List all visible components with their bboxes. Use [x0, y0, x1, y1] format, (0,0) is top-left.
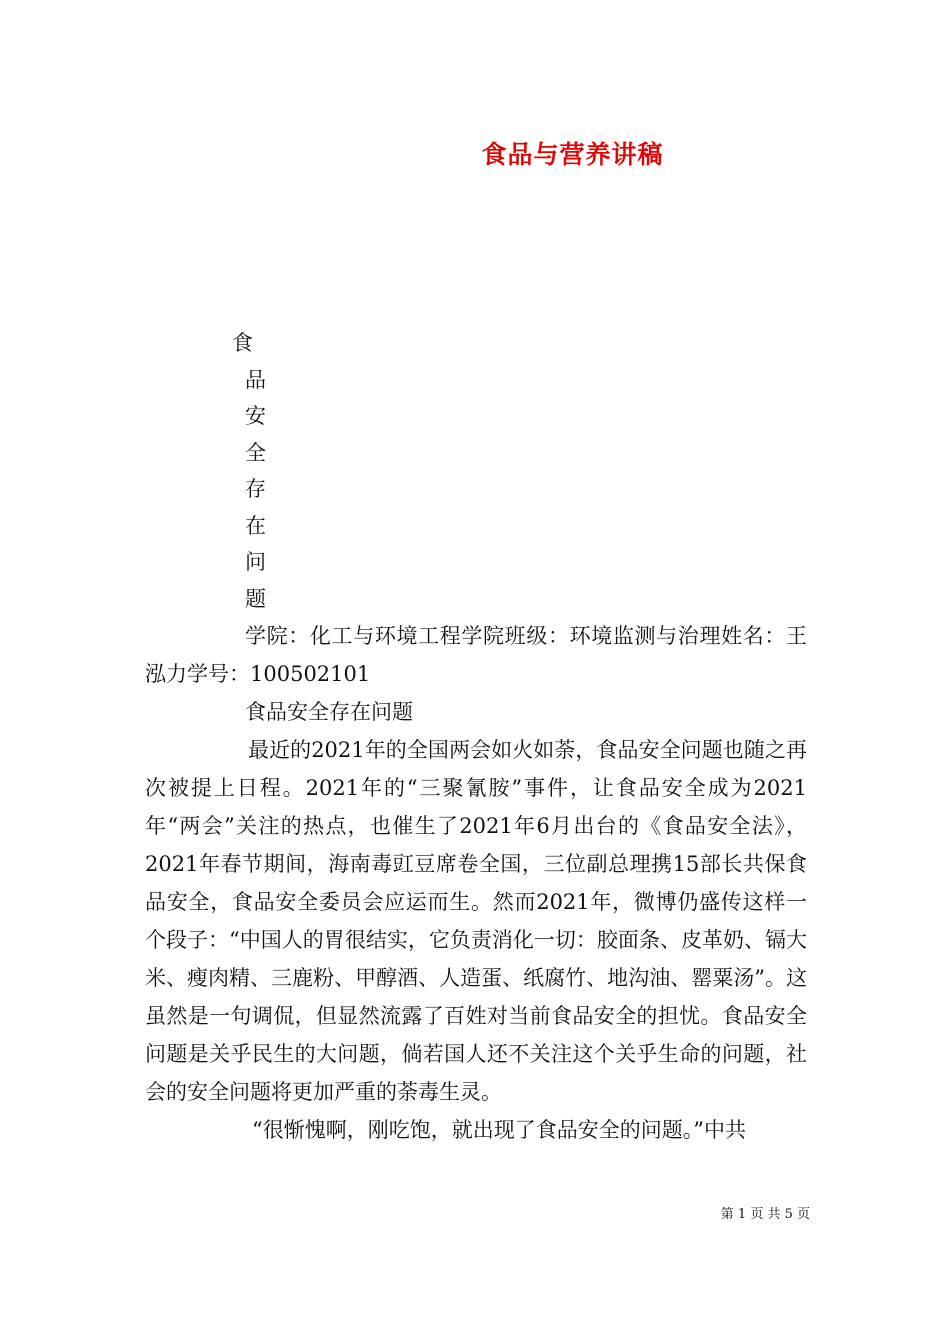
vertical-char: 安 — [245, 404, 266, 428]
author-info: 学院：化工与环境工程学院班级：环境监测与治理姓名：王泓力学号：100502101 — [145, 624, 807, 686]
section-title: 食品安全存在问题 — [245, 700, 413, 724]
document-title: 食品与营养讲稿 — [481, 140, 664, 169]
vertical-char: 存 — [245, 477, 266, 501]
paragraph: “很惭愧啊，刚吃饱，就出现了食品安全的问题。”中共 — [252, 1118, 746, 1142]
vertical-heading — [234, 325, 266, 617]
vertical-char: 题 — [245, 586, 266, 611]
page-number: 第 1 页 共 5 页 — [720, 1207, 810, 1222]
vertical-char: 问 — [245, 550, 266, 574]
vertical-char: 全 — [245, 440, 266, 465]
vertical-char: 食 — [232, 331, 253, 355]
document-body — [145, 617, 807, 1149]
vertical-char: 在 — [245, 513, 266, 538]
paragraph: 最近的2021年的全国两会如火如荼，食品安全问题也随之再次被提上日程。2021年的“三聚氰胺”事件，让食品安全成为2021年“两会”关注的热点，也催生了2021年6月出台的《食品安全法》，2021年春节期间，海南毒豇豆席卷全国，三位副总理携15部长共保食品安全，食品安全委员会应运而生。然而2021年，微博仍盛传这样一个段子：“中国人的胃很结实，它负责消化一切：胶面条、皮革奶、镉大米、瘦肉精、三鹿粉、甲醇酒、人造蛋、纸腐竹、地沟油、罂粟汤”。这虽然是一句调侃，但显然流露了百姓对当前食品安全的担忧。食品安全问题是关乎民生的大问题，倘若国人还不关注这个关乎生命的问题，社会的安全问题将更加严重的荼毒生灵。 — [145, 738, 807, 1104]
vertical-char: 品 — [245, 367, 266, 392]
